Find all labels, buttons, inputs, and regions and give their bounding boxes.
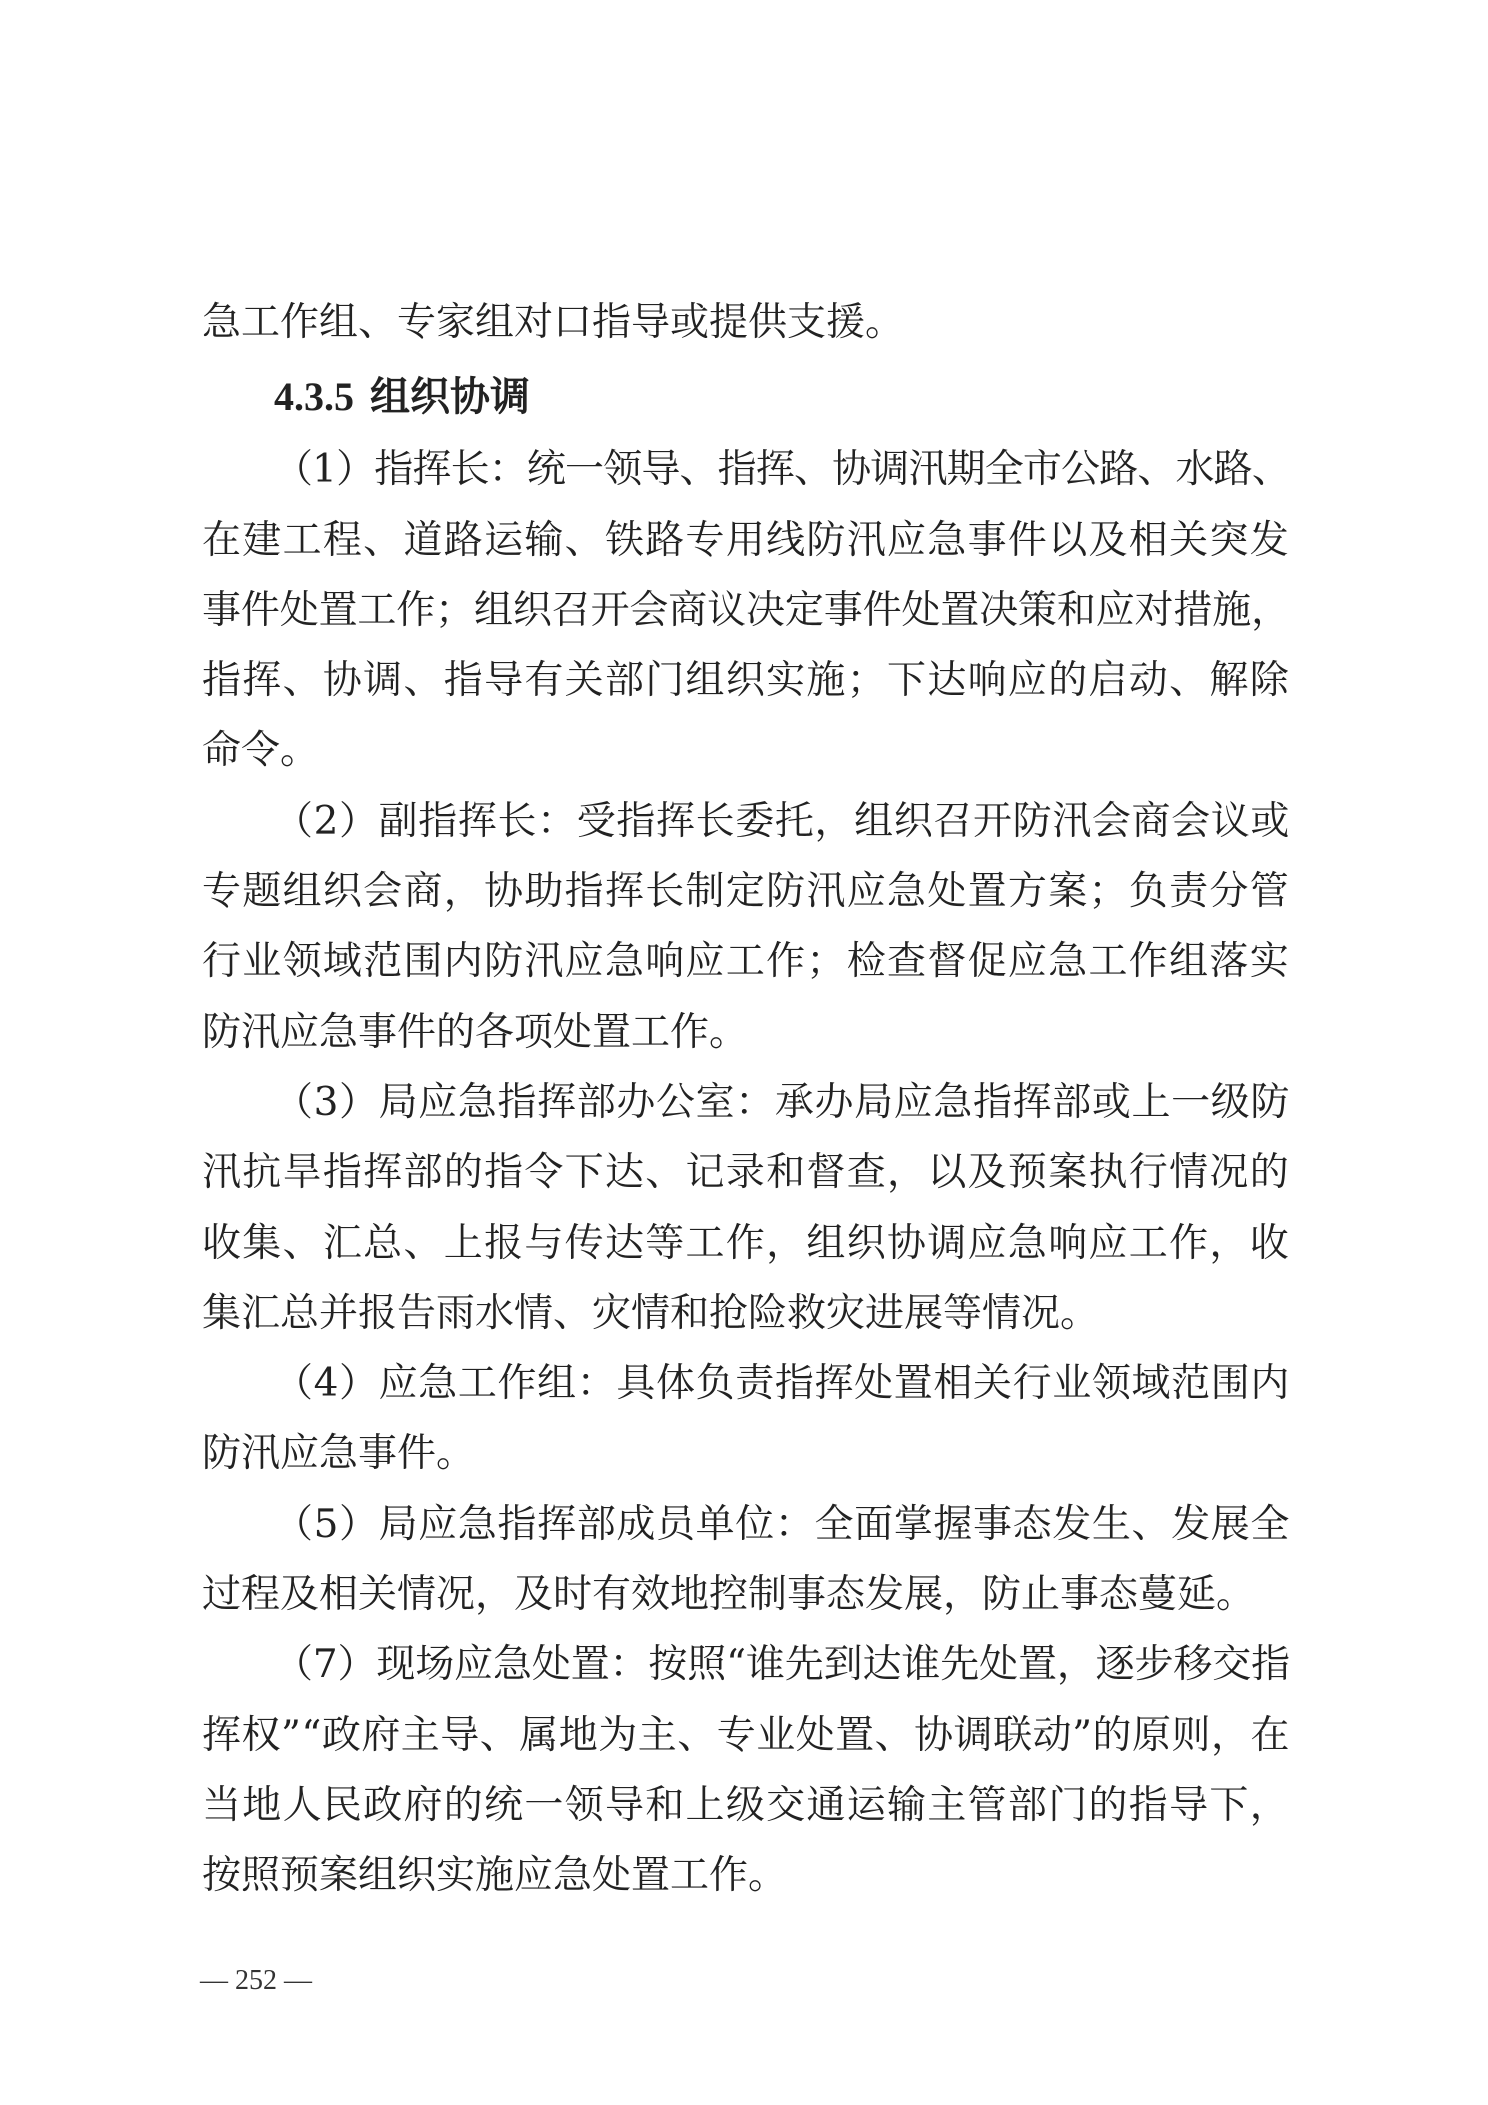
paragraphs — [202, 435, 1290, 1911]
section-title: 组织协调 — [370, 373, 530, 421]
paragraph — [202, 435, 1290, 786]
text-line-wrapper — [202, 576, 1290, 646]
text-line: （4）应急工作组：具体负责指挥处置相关行业领域范围内 — [274, 1361, 1290, 1407]
text-line-wrapper — [202, 998, 1290, 1068]
paragraph — [202, 1349, 1290, 1490]
text-line-wrapper — [202, 787, 1290, 857]
text-line-wrapper — [202, 716, 1290, 786]
text-line: （5）局应急指挥部成员单位：全面掌握事态发生、发展全 — [274, 1501, 1290, 1547]
text-line-wrapper — [202, 646, 1290, 716]
text-line: 集汇总并报告雨水情、灾情和抢险救灾进展等情况。 — [202, 1290, 1100, 1336]
page-number: — 252 — — [200, 1965, 312, 1996]
text-line: 行业领域范围内防汛应急响应工作；检查督促应急工作组落实 — [202, 939, 1290, 985]
text-line: 防汛应急事件的各项处置工作。 — [202, 1009, 749, 1055]
paragraph — [202, 787, 1290, 1068]
text-line-wrapper — [202, 1771, 1290, 1841]
text-line: 收集、汇总、上报与传达等工作，组织协调应急响应工作，收 — [202, 1220, 1290, 1266]
text-line: 防汛应急事件。 — [202, 1431, 476, 1477]
text-line: 汛抗旱指挥部的指令下达、记录和督查，以及预案执行情况的 — [202, 1150, 1290, 1196]
text-line-wrapper — [202, 857, 1290, 927]
paragraph — [202, 1630, 1290, 1911]
text-line: 挥权”“政府主导、属地为主、专业处置、协调联动”的原则，在 — [202, 1712, 1290, 1758]
text-line-wrapper — [202, 1138, 1290, 1208]
text-line: 按照预案组织实施应急处置工作。 — [202, 1853, 788, 1899]
text-line: 过程及相关情况，及时有效地控制事态发展，防止事态蔓延。 — [202, 1572, 1256, 1618]
text-line-wrapper — [202, 1068, 1290, 1138]
text-line: （7）现场应急处置：按照“谁先到达谁先处置，逐步移交指 — [274, 1642, 1290, 1688]
text-line: （3）局应急指挥部办公室：承办局应急指挥部或上一级防 — [274, 1079, 1290, 1125]
section-number: 4.3.5 — [274, 374, 354, 420]
text-line-wrapper — [202, 927, 1290, 997]
text-line-wrapper — [202, 1630, 1290, 1700]
text-line-wrapper — [202, 1279, 1290, 1349]
text-line: 事件处置工作；组织召开会商议决定事件处置决策和应对措施， — [202, 587, 1290, 633]
text-line-wrapper — [202, 1419, 1290, 1489]
text-line-wrapper — [202, 1701, 1290, 1771]
text-line: （1）指挥长：统一领导、指挥、协调汛期全市公路、水路、 — [274, 447, 1290, 493]
text-line: 专题组织会商，协助指挥长制定防汛应急处置方案；负责分管 — [202, 869, 1290, 915]
text-line: 命令。 — [202, 728, 320, 774]
text-line-wrapper — [202, 1349, 1290, 1419]
paragraph — [202, 1068, 1290, 1349]
text-line: （2）副指挥长：受指挥长委托，组织召开防汛会商会议或 — [274, 798, 1290, 844]
section-heading — [202, 358, 1290, 435]
text-line-wrapper — [202, 288, 1290, 358]
text-line-wrapper — [202, 1490, 1290, 1560]
paragraph — [202, 1490, 1290, 1631]
document-body — [202, 288, 1290, 1912]
text-line: 急工作组、专家组对口指导或提供支援。 — [202, 300, 905, 345]
text-line: 在建工程、道路运输、铁路专用线防汛应急事件以及相关突发 — [202, 517, 1290, 563]
text-line-wrapper — [202, 1841, 1290, 1911]
text-line-wrapper — [202, 1209, 1290, 1279]
text-line: 当地人民政府的统一领导和上级交通运输主管部门的指导下， — [202, 1782, 1290, 1828]
text-line-wrapper — [202, 435, 1290, 505]
text-line-wrapper — [202, 506, 1290, 576]
text-line: 指挥、协调、指导有关部门组织实施；下达响应的启动、解除 — [202, 658, 1290, 704]
text-line-wrapper — [202, 1560, 1290, 1630]
